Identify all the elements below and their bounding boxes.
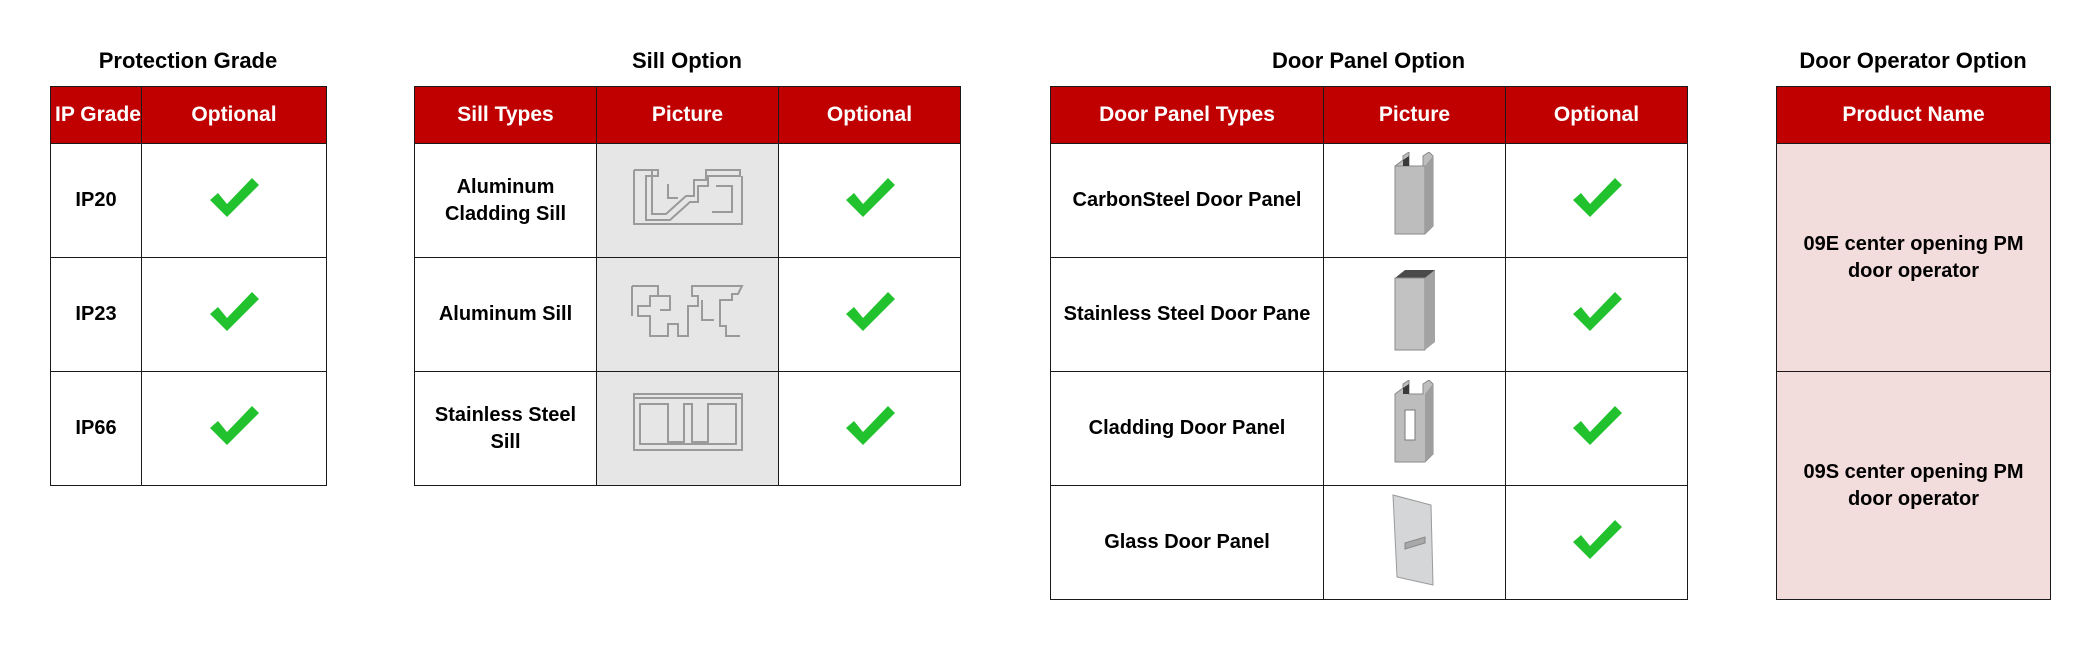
sill-option-section	[414, 40, 960, 486]
checkmark-icon	[843, 174, 897, 220]
table-row	[1051, 258, 1688, 372]
table-row	[51, 144, 327, 258]
table-header-row	[1051, 87, 1688, 144]
checkmark-icon	[207, 288, 261, 334]
optional-cell	[1506, 144, 1688, 258]
optional-cell	[779, 144, 961, 258]
checkmark-icon	[843, 288, 897, 334]
picture-cell	[1324, 372, 1506, 486]
protection-grade-section	[50, 40, 326, 486]
checkmark-icon	[207, 174, 261, 220]
table-row	[1051, 372, 1688, 486]
optional-cell	[779, 372, 961, 486]
aluminum-sill-profile-icon	[628, 276, 748, 346]
protection-grade-table	[50, 86, 327, 486]
door-panel-type-cell: Cladding Door Panel	[1051, 372, 1324, 486]
product-name-cell: 09E center opening PM door operator	[1777, 144, 2051, 372]
table-row	[51, 258, 327, 372]
sill-type-cell: Stainless Steel Sill	[415, 372, 597, 486]
optional-cell	[1506, 486, 1688, 600]
door-operator-option-table	[1776, 86, 2051, 600]
picture-cell	[597, 144, 779, 258]
checkmark-icon	[1570, 174, 1624, 220]
checkmark-icon	[1570, 288, 1624, 334]
door-panel-type-cell: CarbonSteel Door Panel	[1051, 144, 1324, 258]
door-panel-type-cell: Stainless Steel Door Pane	[1051, 258, 1324, 372]
carbon-steel-panel-icon	[1385, 152, 1445, 242]
table-row	[1051, 144, 1688, 258]
checkmark-icon	[1570, 402, 1624, 448]
checkmark-icon	[843, 402, 897, 448]
door-panel-option-section	[1050, 40, 1687, 600]
product-name-cell: 09S center opening PM door operator	[1777, 372, 2051, 600]
sill-type-cell: Aluminum Sill	[415, 258, 597, 372]
door-panel-type-cell: Glass Door Panel	[1051, 486, 1324, 600]
door-panel-option-table	[1050, 86, 1688, 600]
table-header-row	[415, 87, 961, 144]
table-row	[51, 372, 327, 486]
optional-cell	[142, 258, 327, 372]
checkmark-icon	[207, 402, 261, 448]
door-panel-option-title: Door Panel Option	[1271, 48, 1466, 73]
protection-grade-title: Protection Grade	[98, 48, 278, 73]
column-header-ip-grade: IP Grade	[51, 87, 142, 144]
cladding-panel-icon	[1385, 380, 1445, 470]
table-row	[1777, 144, 2051, 372]
glass-panel-icon	[1385, 491, 1445, 587]
column-header-sill-types: Sill Types	[415, 87, 597, 144]
aluminum-cladding-sill-profile-icon	[628, 162, 748, 232]
column-header-door-panel-types: Door Panel Types	[1051, 87, 1324, 144]
ip-grade-cell: IP66	[51, 372, 142, 486]
sill-option-table	[414, 86, 961, 486]
sill-type-cell: Aluminum Cladding Sill	[415, 144, 597, 258]
picture-cell	[597, 258, 779, 372]
optional-cell	[779, 258, 961, 372]
picture-cell	[1324, 258, 1506, 372]
optional-cell	[1506, 372, 1688, 486]
picture-cell	[1324, 144, 1506, 258]
table-row	[1051, 486, 1688, 600]
stainless-steel-sill-profile-icon	[628, 390, 748, 460]
table-row	[415, 144, 961, 258]
table-row	[415, 372, 961, 486]
sill-option-title: Sill Option	[632, 48, 742, 73]
door-operator-option-section	[1776, 40, 2050, 600]
column-header-product-name: Product Name	[1777, 87, 2051, 144]
optional-cell	[1506, 258, 1688, 372]
stainless-steel-panel-icon	[1385, 266, 1445, 356]
picture-cell	[1324, 486, 1506, 600]
picture-cell	[597, 372, 779, 486]
optional-cell	[142, 372, 327, 486]
ip-grade-cell: IP20	[51, 144, 142, 258]
table-row	[415, 258, 961, 372]
table-header-row	[51, 87, 327, 144]
column-header-optional: Optional	[779, 87, 961, 144]
column-header-optional: Optional	[142, 87, 327, 144]
column-header-optional: Optional	[1506, 87, 1688, 144]
ip-grade-cell: IP23	[51, 258, 142, 372]
column-header-picture: Picture	[597, 87, 779, 144]
table-row	[1777, 372, 2051, 600]
optional-cell	[142, 144, 327, 258]
door-operator-option-title: Door Operator Option	[1799, 48, 2027, 73]
column-header-picture: Picture	[1324, 87, 1506, 144]
checkmark-icon	[1570, 516, 1624, 562]
table-header-row	[1777, 87, 2051, 144]
